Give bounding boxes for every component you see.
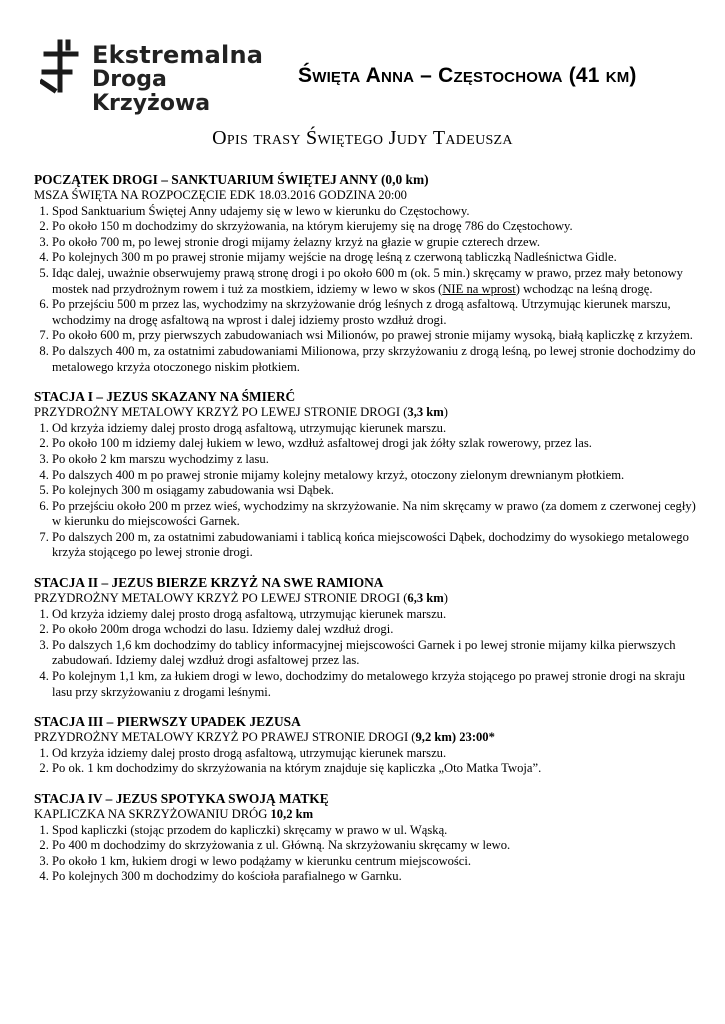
logo-text xyxy=(92,42,270,116)
step-item: 5. Po kolejnych 300 m osiągamy zabudowania wsi Dąbek. xyxy=(52,483,704,499)
logo-line-1: Ekstremalna xyxy=(92,41,264,69)
subtitle-distance: 3,3 km xyxy=(407,405,444,420)
subtitle-text: KAPLICZKA NA SKRZYŻOWANIU DRÓG xyxy=(34,807,271,821)
step-item: 8. Po dalszych 400 m, za ostatnimi zabudowaniami Milionowa, przy skrzyżowaniu z drogą leśną, po lewej stronie dochodzimy do metalowego krzyża otoczonego niskim płotkiem. xyxy=(52,344,704,375)
step-item: 6. Po przejściu około 200 m przez wieś, wychodzimy na skrzyżowanie. Na nim skręcamy w prawo (za domem z czerwonej cegły) w kierunku do miejscowości Garnek. xyxy=(52,499,704,530)
section-title: STACJA II – JEZUS BIERZE KRZYŻ NA SWE RAMIONA xyxy=(34,575,384,591)
route-title: Święta Anna – Częstochowa (41 km) xyxy=(298,64,637,87)
subtitle-distance: 10,2 km xyxy=(270,807,314,821)
step-item: 7. Po około 600 m, przy pierwszych zabudowaniach wsi Milionów, po prawej stronie mijamy wysoką, białą kapliczkę z krzyżem. xyxy=(52,328,704,344)
subtitle-text: PRZYDROŻNY METALOWY KRZYŻ PO LEWEJ STRONIE DROGI ( xyxy=(34,591,408,606)
step-item: 4. Po kolejnych 300 m dochodzimy do kościoła parafialnego w Garnku. xyxy=(52,869,704,885)
step-item: 4. Po dalszych 400 m po prawej stronie mijamy kolejny metalowy krzyż, otoczony zielonym drewnianym płotkiem. xyxy=(52,468,704,484)
section-3 xyxy=(34,714,704,777)
step-item: 2. Po około 200m droga wchodzi do lasu. Idziemy dalej wzdłuż drogi. xyxy=(52,622,704,638)
step-item: 1. Od krzyża idziemy dalej prosto drogą asfaltową, utrzymując kierunek marszu. xyxy=(52,421,704,437)
subtitle-end: ) xyxy=(443,591,448,606)
step-item: 1. Od krzyża idziemy dalej prosto drogą asfaltową, utrzymując kierunek marszu. xyxy=(52,746,704,762)
section-subtitle xyxy=(34,591,704,607)
step-item: 2. Po około 150 m dochodzimy do skrzyżowania, na którym kierujemy się na drogę 786 do Częstochowy. xyxy=(52,219,704,235)
subtitle-distance: 6,3 km xyxy=(407,591,444,606)
section-1 xyxy=(34,389,704,561)
subtitle-text: MSZA ŚWIĘTA NA ROZPOCZĘCIE EDK 18.03.2016 GODZINA 20:00 xyxy=(34,188,407,202)
section-subtitle xyxy=(34,188,704,204)
step-item: 3. Po około 2 km marszu wychodzimy z lasu. xyxy=(52,452,704,468)
section-2 xyxy=(34,575,704,700)
section-subtitle xyxy=(34,807,704,823)
step-list xyxy=(34,421,704,561)
subtitle-distance: 9,2 km) 23:00* xyxy=(415,730,495,745)
step-item: 2. Po około 100 m idziemy dalej łukiem w lewo, wzdłuż asfaltowej drogi jak żółty szlak rowerowy, przez las. xyxy=(52,436,704,452)
step-list xyxy=(34,607,704,701)
step-item: 3. Po około 700 m, po lewej stronie drogi mijamy żelazny krzyż na głazie w grupie czterech drzew. xyxy=(52,235,704,251)
section-title: STACJA IV – JEZUS SPOTYKA SWOJĄ MATKĘ xyxy=(34,791,329,806)
subtitle-text: PRZYDROŻNY METALOWY KRZYŻ PO LEWEJ STRONIE DROGI ( xyxy=(34,405,408,420)
section-subtitle xyxy=(34,730,704,746)
document-title: Opis trasy Świętego Judy Tadeusza xyxy=(212,127,513,149)
step-list xyxy=(34,746,704,777)
section-title: STACJA I – JEZUS SKAZANY NA ŚMIERĆ xyxy=(34,389,296,405)
step-item: 5. Idąc dalej, uważnie obserwujemy prawą stronę drogi i po około 600 m (ok. 5 min.) skręcamy w prawo, przez mały betonowy mostek nad przydrożnym rowem i tuż za mostkiem, idziemy w lewo w skos (NIE na wprost) wchodząc na leśną drogę. xyxy=(52,266,704,297)
emphasis-text: NIE na wprost xyxy=(442,281,516,296)
step-item: 1. Od krzyża idziemy dalej prosto drogą asfaltową, utrzymując kierunek marszu. xyxy=(52,607,704,623)
step-item: 3. Po dalszych 1,6 km dochodzimy do tablicy informacyjnej miejscowości Garnek i po lewej stronie mijamy kilka pierwszych zabudowań. Idziemy dalej wzdłuż drogi asfaltowej przez las. xyxy=(52,638,704,669)
subtitle-text: PRZYDROŻNY METALOWY KRZYŻ PO PRAWEJ STRONIE DROGI ( xyxy=(34,730,416,745)
subtitle-end: ) xyxy=(443,405,448,420)
step-item: 4. Po kolejnym 1,1 km, za łukiem drogi w lewo, dochodzimy do metalowego krzyża stojącego po prawej stronie drogi na skraju lasu przy skrzyżowaniu z drogami leśnymi. xyxy=(52,669,704,700)
step-item: 3. Po około 1 km, łukiem drogi w lewo podążamy w kierunku centrum miejscowości. xyxy=(52,854,704,870)
step-item: 1. Spod kapliczki (stojąc przodem do kapliczki) skręcamy w prawo w ul. Wąską. xyxy=(52,823,704,839)
route-description xyxy=(34,172,704,899)
step-list xyxy=(34,823,704,885)
cross-logo-icon xyxy=(40,38,88,94)
step-item: 7. Po dalszych 200 m, za ostatnimi zabudowaniami i tablicą końca miejscowości Dąbek, dochodzimy do wysokiego metalowego krzyża stojącego po lewej stronie drogi. xyxy=(52,530,704,561)
section-title: STACJA III – PIERWSZY UPADEK JEZUSA xyxy=(34,714,301,730)
section-title: POCZĄTEK DROGI – SANKTUARIUM ŚWIĘTEJ ANNY (0,0 km) xyxy=(34,172,429,187)
step-item: 2. Po ok. 1 km dochodzimy do skrzyżowania na którym znajduje się kapliczka „Oto Matka Twoja”. xyxy=(52,761,704,777)
step-item: 1. Spod Sanktuarium Świętej Anny udajemy się w lewo w kierunku do Częstochowy. xyxy=(52,204,704,220)
section-4 xyxy=(34,791,704,885)
step-item: 6. Po przejściu 500 m przez las, wychodzimy na skrzyżowanie dróg leśnych z drogą asfaltową. Utrzymując kierunek marszu, wchodzimy na drogę asfaltową na wprost i dalej idziemy prosto wzdłuż drogi. xyxy=(52,297,704,328)
step-list xyxy=(34,204,704,376)
step-item: 2. Po 400 m dochodzimy do skrzyżowania z ul. Główną. Na skrzyżowaniu skręcamy w lewo. xyxy=(52,838,704,854)
step-item: 4. Po kolejnych 300 m po prawej stronie mijamy wejście na drogę leśną z czerwoną tabliczką Nadleśnictwa Gidle. xyxy=(52,250,704,266)
section-0 xyxy=(34,172,704,375)
section-subtitle xyxy=(34,405,704,421)
logo xyxy=(40,38,270,116)
logo-line-2: Droga Krzyżowa xyxy=(92,67,211,116)
